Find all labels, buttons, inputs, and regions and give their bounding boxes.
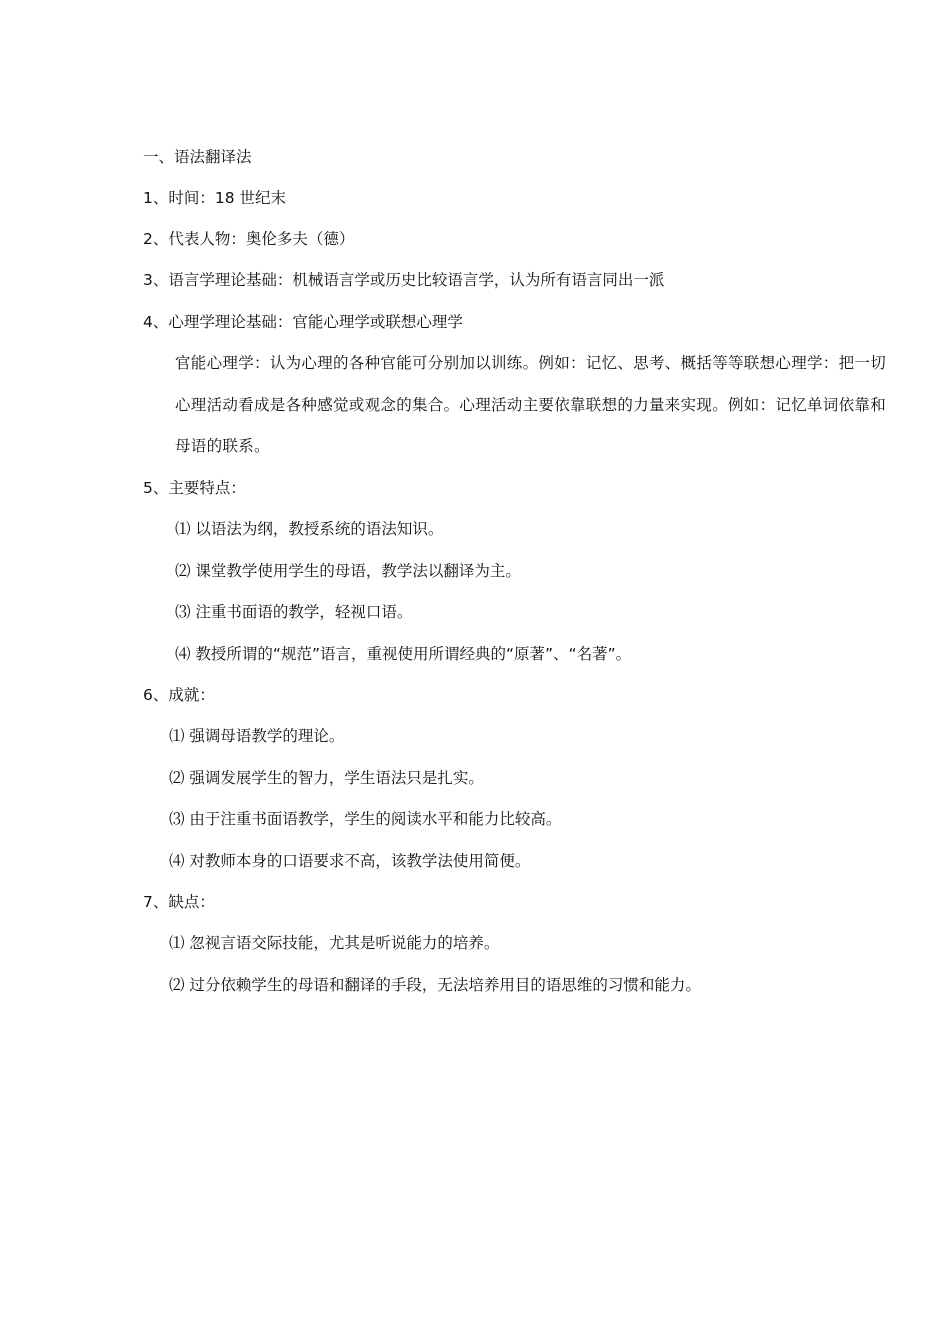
item-representative: 2、代表人物：奥伦多夫（德）: [143, 230, 355, 248]
psychology-paragraph: 官能心理学：认为心理的各种官能可分别加以训练。例如：记忆、思考、概括等等联想心理学：把一切心理活动看成是各种感觉或观念的集合。心理活动主要依靠联想的力量来实现。例如：记忆单词依靠和母语的联系。: [175, 354, 887, 455]
feature-point: ⑴ 以语法为纲，教授系统的语法知识。: [175, 520, 444, 538]
drawback-point: ⑵ 过分依赖学生的母语和翻译的手段，无法培养用目的语思维的习惯和能力。: [169, 976, 701, 994]
item-psychological-basis: 4、心理学理论基础：官能心理学或联想心理学: [143, 313, 463, 331]
feature-point: ⑶ 注重书面语的教学，轻视口语。: [175, 603, 413, 621]
item-linguistic-basis: 3、语言学理论基础：机械语言学或历史比较语言学，认为所有语言同出一派: [143, 271, 665, 289]
features-heading: 5、主要特点：: [143, 479, 246, 497]
achievement-point: ⑴ 强调母语教学的理论。: [169, 727, 345, 745]
achievements-heading: 6、成就：: [143, 686, 215, 704]
item-time: 1、时间：18 世纪末: [143, 189, 287, 207]
feature-point: ⑷ 教授所谓的“规范”语言，重视使用所谓经典的“原著”、“名著”。: [175, 645, 632, 663]
achievement-point: ⑵ 强调发展学生的智力，学生语法只是扎实。: [169, 769, 484, 787]
achievement-point: ⑷ 对教师本身的口语要求不高，该教学法使用简便。: [169, 852, 531, 870]
drawback-point: ⑴ 忽视言语交际技能，尤其是听说能力的培养。: [169, 934, 500, 952]
drawbacks-heading: 7、缺点：: [143, 893, 215, 911]
section-title: 一、语法翻译法: [143, 148, 252, 166]
feature-point: ⑵ 课堂教学使用学生的母语，教学法以翻译为主。: [175, 562, 521, 580]
achievement-point: ⑶ 由于注重书面语教学，学生的阅读水平和能力比较高。: [169, 810, 562, 828]
